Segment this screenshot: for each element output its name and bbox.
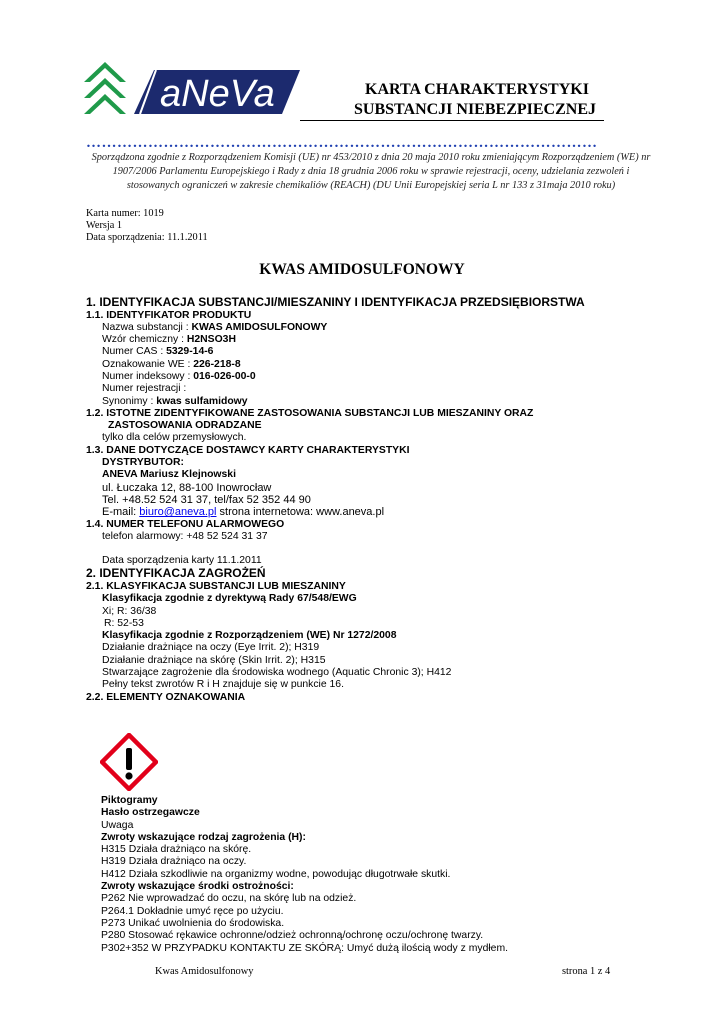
signal-word: Uwaga <box>101 819 134 831</box>
precaution-p280: P280 Stosować rękawice ochronne/odzież ochronną/ochronę oczu/ochronę twarzy. <box>101 930 484 942</box>
hazard-statements-label: Zwroty wskazujące rodzaj zagrożenia (H): <box>101 831 306 843</box>
section1-heading: 1. IDENTYFIKACJA SUBSTANCJI/MIESZANINY I IDENTYFIKACJA PRZEDSIĘBIORSTWA <box>86 295 585 309</box>
section-2-2-heading: 2.2. ELEMENTY OZNAKOWANIA <box>86 691 246 703</box>
email-link[interactable]: biuro@aneva.pl <box>139 506 217 519</box>
xi-classification: Xi; R: 36/38 <box>102 605 157 617</box>
company-name: ANEVA Mariusz Klejnowski <box>102 469 236 481</box>
precaution-p273: P273 Unikać uwolnienia do środowiska. <box>101 917 285 929</box>
company-logo <box>82 60 300 122</box>
index-number: Numer indeksowy : 016-026-00-0 <box>102 370 256 382</box>
card-date: Data sporządzenia karty 11.1.2011 <box>102 555 262 567</box>
substance-name: Nazwa substancji : KWAS AMIDOSULFONOWY <box>102 321 328 333</box>
uses-text: tylko dla celów przemysłowych. <box>102 432 247 444</box>
header-title <box>354 80 604 121</box>
version: Wersja 1 <box>86 220 123 232</box>
company-email-web: E-mail: biuro@aneva.pl strona internetowa: www.aneva.pl <box>102 506 385 519</box>
section-1-2-heading-cont: ZASTOSOWANIA ODRADZANE <box>108 420 262 432</box>
chevron-logo-icon <box>84 62 126 114</box>
registration-number: Numer rejestracji : <box>102 383 187 395</box>
precaution-label: Zwroty wskazujące środki ostrożności: <box>101 881 294 893</box>
section-1-1-heading: 1.1. IDENTYFIKATOR PRODUKTU <box>86 309 252 321</box>
footer-product-name: Kwas Amidosulfonowy <box>155 966 254 977</box>
full-text-note: Pełny tekst zwrotów R i H znajduje się w punkcie 16. <box>102 679 344 691</box>
directive-classification-label: Klasyfikacja zgodnie z dyrektywą Rady 67/548/EWG <box>102 593 357 605</box>
document-title: KWAS AMIDOSULFONOWY <box>259 261 465 278</box>
legal-basis-text: Sporządzona zgodnie z Rozporządzeniem Komisji (UE) nr 453/2010 z dnia 20 maja 2010 roku zmieniającym Rozporządzeniem (WE) nr 1907/2006 Parlamentu Europejskiego i Rady z dnia 18 grudnia 2006 roku w sprawie rejestracji, oceny, udzielania zezwoleń i stosowanych ograniczeń w zakresie chemikaliów (REACH) (DU Unii Europejskiej seria L nr 133 z 31maja 2010 roku) <box>91 152 651 192</box>
company-phone: Tel. +48.52 524 31 37, tel/fax 52 352 44 90 <box>102 493 311 506</box>
hazard-h412: H412 Działa szkodliwie na organizmy wodne, powodując długotrwałe skutki. <box>101 868 451 880</box>
synonyms: Synonimy : kwas sulfamidowy <box>102 395 248 407</box>
hazard-h315: H315 Działa drażniąco na skórę. <box>101 844 252 856</box>
alarm-phone: telefon alarmowy: +48 52 524 31 37 <box>102 530 268 542</box>
logo-text: aNeVa <box>160 73 275 115</box>
precaution-p262: P262 Nie wprowadzać do oczu, na skórę lub na odzież. <box>101 893 357 905</box>
precaution-p264-1: P264.1 Dokładnie umyć ręce po użyciu. <box>101 905 284 917</box>
precaution-p302-352: P302+352 W PRZYPADKU KONTAKTU ZE SKÓRĄ: Umyć dużą ilością wody z mydłem. <box>101 942 508 954</box>
section-2-1-heading: 2.1. KLASYFIKACJA SUBSTANCJI LUB MIESZANINY <box>86 580 346 592</box>
section-1-3-heading: 1.3. DANE DOTYCZĄCE DOSTAWCY KARTY CHARAKTERYSTYKI <box>86 444 410 456</box>
header-title-line1: KARTA CHARAKTERYSTYKI <box>365 81 589 98</box>
r-classification: R: 52-53 <box>104 617 144 629</box>
signal-word-label: Hasło ostrzegawcze <box>101 807 200 819</box>
pictograms-label: Piktogramy <box>101 795 158 806</box>
document-meta <box>86 208 208 245</box>
aquatic-hazard: Stwarzające zagrożenie dla środowiska wodnego (Aquatic Chronic 3); H412 <box>102 667 452 679</box>
section2-heading: 2. IDENTYFIKACJA ZAGROŻEŃ <box>86 566 266 581</box>
card-number: Karta numer: 1019 <box>86 208 164 219</box>
creation-date: Data sporządzenia: 11.1.2011 <box>86 232 208 244</box>
company-address: ul. Łuczaka 12, 88-100 Inowrocław <box>102 481 272 494</box>
section-1-2-heading: 1.2. ISTOTNE ZIDENTYFIKOWANE ZASTOSOWANIA SUBSTANCJI LUB MIESZANINY ORAZ <box>86 407 534 419</box>
main-content <box>86 296 666 704</box>
dotted-separator: ……………………………………………………………………………………… <box>86 135 598 151</box>
hazard-h319: H319 Działa drażniąco na oczy. <box>101 856 247 868</box>
distributor-label: DYSTRYBUTOR: <box>102 457 184 469</box>
labelling-elements <box>101 795 661 955</box>
cas-number: Numer CAS : 5329-14-6 <box>102 346 214 358</box>
we-number: Oznakowanie WE : 226-218-8 <box>102 358 241 370</box>
eye-irritation: Działanie drażniące na oczy (Eye Irrit. 2); H319 <box>102 642 320 654</box>
ghs-exclamation-icon <box>100 733 158 791</box>
skin-irritation: Działanie drażniące na skórę (Skin Irrit. 2); H315 <box>102 654 326 666</box>
chemical-formula: Wzór chemiczny : H2NSO3H <box>102 334 236 346</box>
regulation-classification-label: Klasyfikacja zgodnie z Rozporządzeniem (WE) Nr 1272/2008 <box>102 630 397 642</box>
section-1-4-heading: 1.4. NUMER TELEFONU ALARMOWEGO <box>86 518 285 530</box>
header-title-line2: SUBSTANCJI NIEBEZPIECZNEJ <box>354 100 596 121</box>
footer-page-number: strona 1 z 4 <box>562 966 611 977</box>
